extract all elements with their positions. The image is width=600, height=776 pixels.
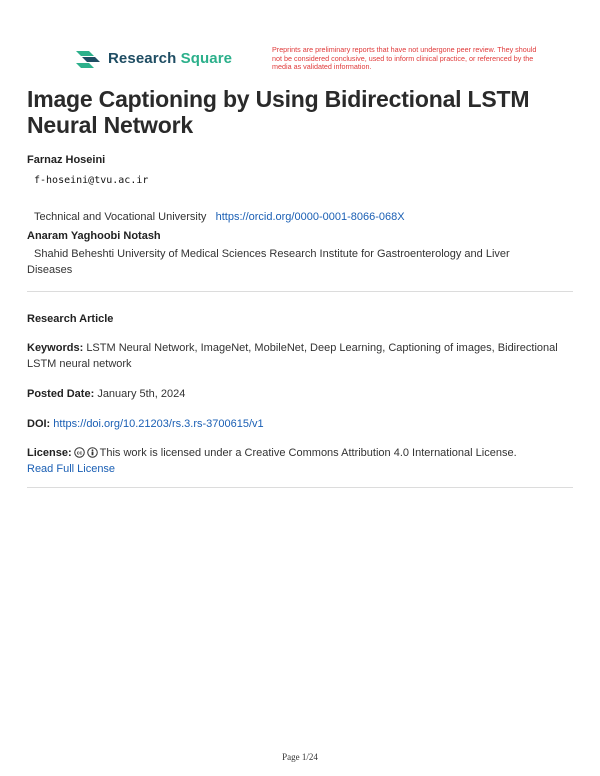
keywords-value: LSTM Neural Network, ImageNet, MobileNet, Deep Learning, Captioning of images, Bidirectional LSTM neural network [27,342,558,370]
author-affiliation: Shahid Beheshti University of Medical Sciences Research Institute for Gastroenterology and Liver Diseases [27,248,510,276]
author-name: Anaram Yaghoobi Notash [27,230,161,242]
doi-label: DOI: [27,418,51,430]
read-full-license-link[interactable]: Read Full License [27,463,116,475]
license-text: This work is licensed under a Creative Commons Attribution 4.0 International License. [99,447,517,459]
preprint-notice: Preprints are preliminary reports that have not undergone peer review. They should not be considered conclusive, used to inform clinical practice, or referenced by the media as validated information. [272,45,537,72]
research-square-logo-icon [74,48,102,68]
research-square-logo[interactable] [74,48,232,68]
posted-date [27,386,567,402]
license [27,445,567,477]
article-type: Research Article [27,313,114,325]
logo-text-research: Research [108,49,177,67]
doi-link[interactable]: https://doi.org/10.21203/rs.3.rs-3700615/v1 [53,418,264,430]
posted-date-label: Posted Date: [27,388,95,400]
cc-icon [74,447,85,458]
author-name: Farnaz Hoseini [27,154,106,166]
author-affiliation-line [34,209,405,225]
svg-text:cc: cc [76,450,82,457]
license-icons [74,447,98,458]
logo-text-square: Square [180,49,233,67]
author-email: f-hoseini@tvu.ac.ir [34,175,149,186]
divider [27,291,573,292]
attribution-icon [87,447,98,458]
paper-title: Image Captioning by Using Bidirectional LSTM Neural Network [27,86,530,138]
divider [27,487,573,488]
keywords-label: Keywords: [27,342,84,354]
page-number: Page 1/24 [282,752,318,762]
author-affiliation: Technical and Vocational University [34,211,207,223]
logo-text [108,50,232,67]
license-label: License: [27,447,72,459]
orcid-link[interactable]: https://orcid.org/0000-0001-8066-068X [215,211,405,223]
keywords [27,340,567,372]
doi [27,416,567,432]
posted-date-value: January 5th, 2024 [97,388,186,400]
